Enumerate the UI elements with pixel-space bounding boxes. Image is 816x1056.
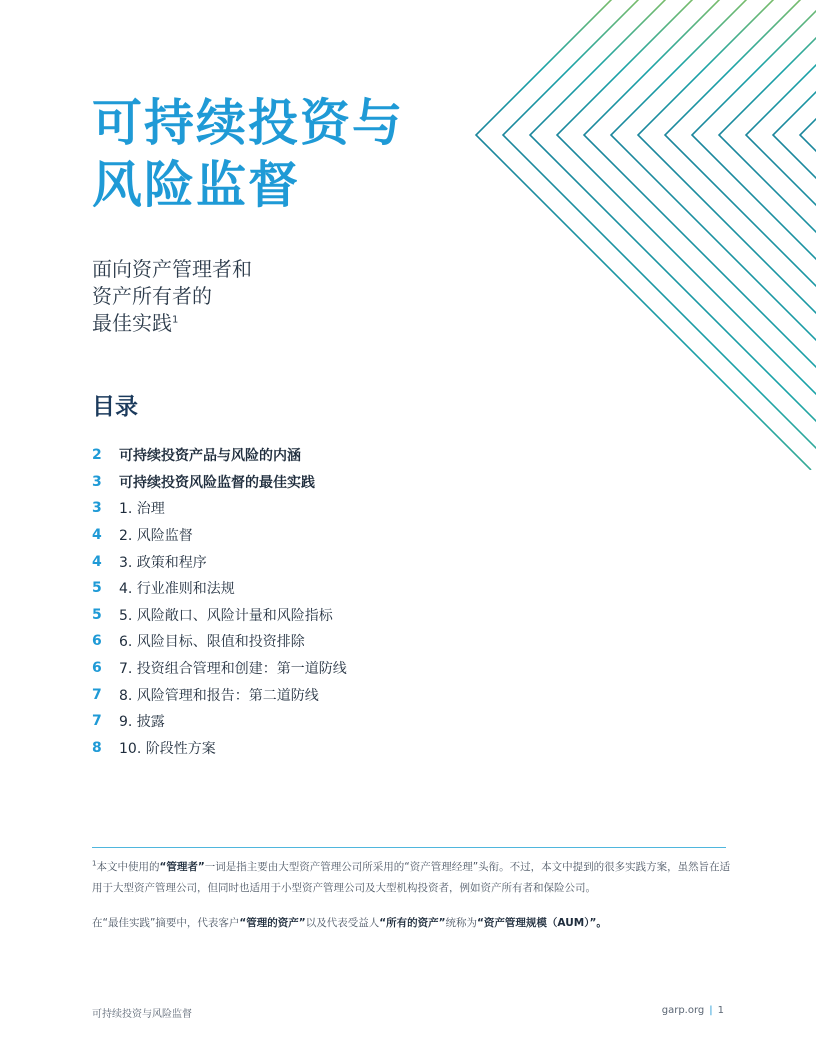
note-bold-3: “资产管理规模（AUM）”。 (477, 917, 607, 929)
toc-item[interactable] (92, 469, 347, 496)
subtitle-line-3-text: 最佳实践 (92, 311, 172, 335)
toc-item-label: 4. 行业准则和法规 (119, 581, 235, 598)
footer-page-number: 1 (717, 1005, 724, 1016)
toc-item[interactable] (92, 708, 347, 735)
note-text-1: 在“最佳实践”摘要中，代表客户 (92, 917, 240, 929)
toc-page-number: 2 (92, 447, 102, 464)
toc-page-number: 4 (92, 553, 102, 570)
toc-page-number: 6 (92, 660, 102, 677)
toc-item[interactable] (92, 602, 347, 629)
toc-item-label: 可持续投资风险监督的最佳实践 (119, 474, 315, 491)
footer-page-info (662, 1005, 724, 1016)
toc-item[interactable] (92, 655, 347, 682)
toc-item[interactable] (92, 442, 347, 469)
toc-page-number: 6 (92, 633, 102, 650)
footer-document-title: 可持续投资与风险监督 (92, 1009, 192, 1020)
toc-item-label: 2. 风险监督 (119, 528, 193, 545)
footer-separator: | (709, 1005, 713, 1016)
toc-page-number: 4 (92, 527, 102, 544)
toc-item-label: 1. 治理 (119, 501, 165, 518)
footer-site-link[interactable]: garp.org (661, 1005, 705, 1016)
toc-item-label: 6. 风险目标、限值和投资排除 (119, 634, 305, 651)
toc-item-label: 7. 投资组合管理和创建：第一道防线 (119, 661, 347, 678)
toc-page-number: 8 (92, 739, 102, 756)
toc-item[interactable] (92, 681, 347, 708)
aum-note (92, 913, 732, 934)
footnote-text-2: 一词是指主要由大型资产管理公司所采用的“资产管理经理”头衔。不过，本文中提到的很多实践方案，虽然旨在适用于大型资产管理公司，但同时也适用于小型资产管理公司及大型机构投资者，例如资产所有者和保险公司。 (92, 861, 731, 894)
toc-item-label: 5. 风险敞口、风险计量和风险指标 (119, 607, 333, 624)
document-subtitle (92, 256, 252, 337)
note-bold-1: “管理的资产” (239, 917, 306, 929)
toc-page-number: 5 (92, 606, 102, 623)
footnote-mark: 1 (92, 859, 97, 868)
footnote-bold-term: “管理者” (159, 861, 205, 873)
toc-page-number: 5 (92, 580, 102, 597)
footnote-text-1: 本文中使用的 (96, 861, 160, 873)
toc-item-label: 可持续投资产品与风险的内涵 (119, 448, 301, 465)
toc-item[interactable] (92, 735, 347, 762)
toc-item[interactable] (92, 548, 347, 575)
toc-item[interactable] (92, 495, 347, 522)
toc-item[interactable] (92, 628, 347, 655)
note-text-2: 以及代表受益人 (305, 917, 380, 929)
title-line-2: 风险监督 (92, 156, 300, 214)
table-of-contents (92, 442, 347, 761)
note-bold-2: “所有的资产” (379, 917, 446, 929)
note-text-3: 统称为 (445, 917, 478, 929)
toc-heading: 目录 (92, 394, 138, 420)
toc-item-label: 8. 风险管理和报告：第二道防线 (119, 687, 319, 704)
toc-item[interactable] (92, 522, 347, 549)
footnote-reference[interactable]: 1 (172, 314, 179, 326)
toc-page-number: 7 (92, 686, 102, 703)
subtitle-line-1: 面向资产管理者和 (92, 257, 252, 281)
toc-page-number: 3 (92, 473, 102, 490)
toc-item-label: 9. 披露 (119, 714, 165, 731)
toc-item[interactable] (92, 575, 347, 602)
title-line-1: 可持续投资与 (92, 94, 404, 152)
toc-item-label: 10. 阶段性方案 (119, 740, 216, 757)
toc-page-number: 7 (92, 713, 102, 730)
document-title (92, 92, 404, 216)
toc-item-label: 3. 政策和程序 (119, 554, 207, 571)
footnote-divider (92, 847, 726, 848)
subtitle-line-3 (92, 310, 252, 337)
toc-page-number: 3 (92, 500, 102, 517)
subtitle-line-2: 资产所有者的 (92, 284, 212, 308)
footnote (92, 857, 732, 899)
